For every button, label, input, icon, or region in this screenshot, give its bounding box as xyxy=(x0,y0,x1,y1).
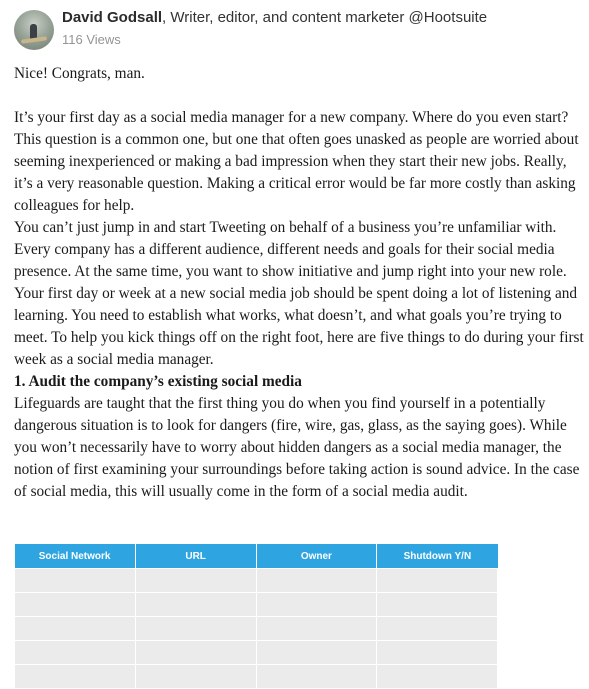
table-cell xyxy=(377,569,498,593)
body-paragraph-3: You can’t just jump in and start Tweeting on behalf of a business you’re unfamiliar with. Every company has a different audience, different needs and goals for their social media presence. At the same time, you want to show initiative and jump right into your new role. xyxy=(14,219,567,280)
author-avatar[interactable] xyxy=(14,10,54,50)
table-cell xyxy=(15,665,136,689)
table-header-shutdown: Shutdown Y/N xyxy=(377,544,498,569)
intro-text: Nice! Congrats, man. xyxy=(14,65,145,82)
body-paragraph-2: This question is a common one, but one that often goes unasked as people are worried about seeming inexperienced or making a bad impression when they start their new jobs. Really, it’s a very reasonable question. Making a critical error would be far more costly than asking colleagues for help. xyxy=(14,131,579,214)
table-cell xyxy=(377,665,498,689)
paragraph-spacer xyxy=(14,85,584,107)
table-row xyxy=(15,617,498,641)
body-paragraph-4: Your first day or week at a new social media job should be spent doing a lot of listening and learning. You need to establish what works, what doesn’t, and what goals you’re trying to meet. To help you kick things off on the right foot, here are five things to do during your first week as a social media manager. xyxy=(14,285,584,368)
section-paragraph: Lifeguards are taught that the first thing you do when you find yourself in a potentially dangerous situation is to look for dangers (fire, wire, gas, glass, as the saying goes). While you won’t necessarily have to worry about hidden dangers as a social media manager, the notion of first examining your surroundings before taking action is sound advice. In the case of social media, this will usually come in the form of a social media audit. xyxy=(14,395,580,500)
table-row xyxy=(15,665,498,689)
table-header-owner: Owner xyxy=(256,544,377,569)
table-cell xyxy=(377,641,498,665)
table-cell xyxy=(15,593,136,617)
body-paragraph-1: It’s your first day as a social media manager for a new company. Where do you even start? xyxy=(14,109,569,126)
author-name-link[interactable]: David Godsall xyxy=(62,9,163,26)
section-heading: 1. Audit the company’s existing social media xyxy=(14,373,302,390)
table-cell xyxy=(256,617,377,641)
table-cell xyxy=(15,569,136,593)
table-header-row xyxy=(15,544,498,569)
table-cell xyxy=(135,665,256,689)
table-cell xyxy=(135,617,256,641)
answer-body xyxy=(14,63,584,503)
table-cell xyxy=(15,641,136,665)
table-cell xyxy=(135,593,256,617)
table-cell xyxy=(135,641,256,665)
table-row xyxy=(15,641,498,665)
author-line xyxy=(62,9,487,26)
answer-header xyxy=(14,8,584,52)
table-cell xyxy=(256,665,377,689)
avatar-board xyxy=(21,36,47,44)
table-cell xyxy=(256,593,377,617)
table-cell xyxy=(256,569,377,593)
table-cell xyxy=(377,593,498,617)
table-cell xyxy=(135,569,256,593)
audit-table-image xyxy=(14,544,498,689)
author-credential: , Writer, editor, and content marketer @Hootsuite xyxy=(162,9,488,26)
view-count: 116 Views xyxy=(62,32,121,47)
table-row xyxy=(15,593,498,617)
table-row xyxy=(15,569,498,593)
table-cell xyxy=(377,617,498,641)
table-header-url: URL xyxy=(135,544,256,569)
table-header-social-network: Social Network xyxy=(15,544,136,569)
table-cell xyxy=(256,641,377,665)
table-cell xyxy=(15,617,136,641)
